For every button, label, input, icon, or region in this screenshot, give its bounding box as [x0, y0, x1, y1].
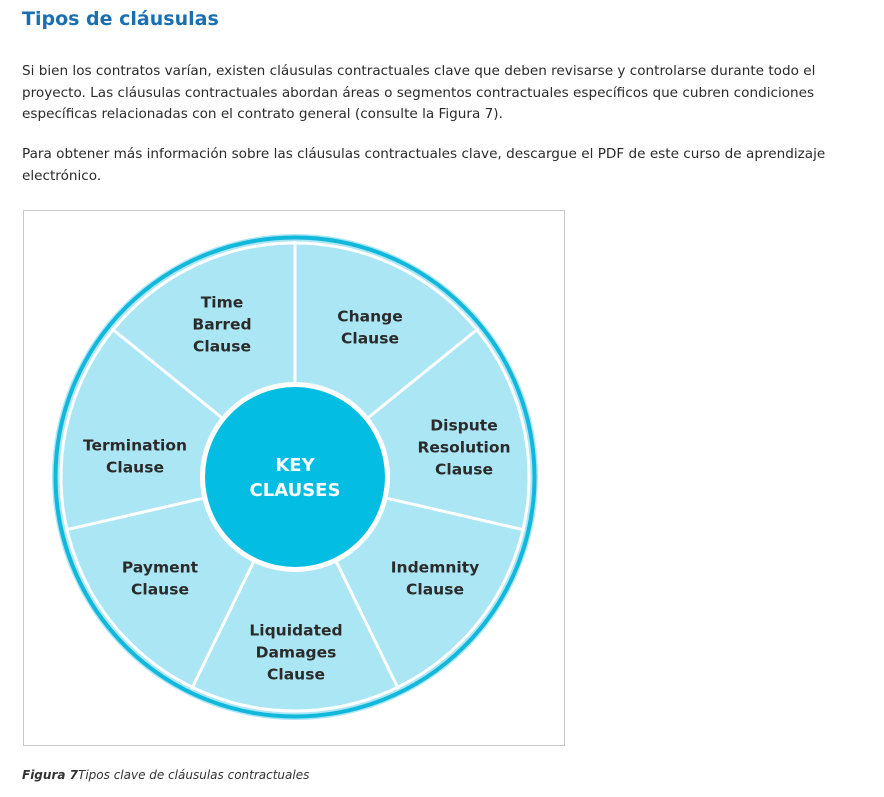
segment-label-line: Clause: [341, 329, 399, 348]
center-circle: [205, 387, 385, 567]
center-label-line: CLAUSES: [249, 480, 341, 501]
page-title: Tipos de cláusulas: [22, 8, 219, 30]
segment-label-line: Clause: [193, 337, 251, 356]
segment-label-line: Resolution: [417, 438, 511, 457]
segment-label-line: Liquidated: [249, 621, 343, 640]
center-label-line: KEY: [275, 455, 315, 476]
figure-frame: [23, 210, 565, 746]
segment-label-line: Clause: [406, 580, 464, 599]
segment-label-line: Payment: [121, 558, 199, 577]
key-clauses-diagram: [24, 211, 564, 745]
figure-caption-text: Tipos clave de cláusulas contractuales: [78, 768, 310, 782]
segment-label-line: Clause: [267, 665, 325, 684]
segment-label-line: Clause: [435, 460, 493, 479]
segment-label-line: Change: [337, 307, 403, 326]
intro-paragraph: Si bien los contratos varían, existen cláusulas contractuales clave que deben revisarse y controlarse durante todo el proyecto. Las cláusulas contractuales abordan áreas o segmentos contractuales específicos que cubren condiciones específicas relacionadas con el contrato general (consulte la Figura 7).: [22, 63, 816, 122]
segment-label-line: Dispute: [430, 416, 498, 435]
segment-label-line: Indemnity: [390, 558, 480, 577]
segment-label-line: Barred: [192, 315, 252, 334]
segment-label-line: Termination: [82, 436, 188, 455]
segment-label-line: Time: [200, 293, 244, 312]
segment-label-time-barred: [192, 294, 251, 356]
download-paragraph: Para obtener más información sobre las cláusulas contractuales clave, descargue el PDF de este curso de aprendizaje electrónico.: [22, 146, 826, 184]
segment-label-line: Clause: [106, 458, 164, 477]
segment-label-line: Clause: [131, 580, 189, 599]
figure-caption-label: Figura 7: [22, 768, 78, 782]
figure-caption: [22, 768, 309, 782]
segment-label-line: Damages: [255, 643, 337, 662]
